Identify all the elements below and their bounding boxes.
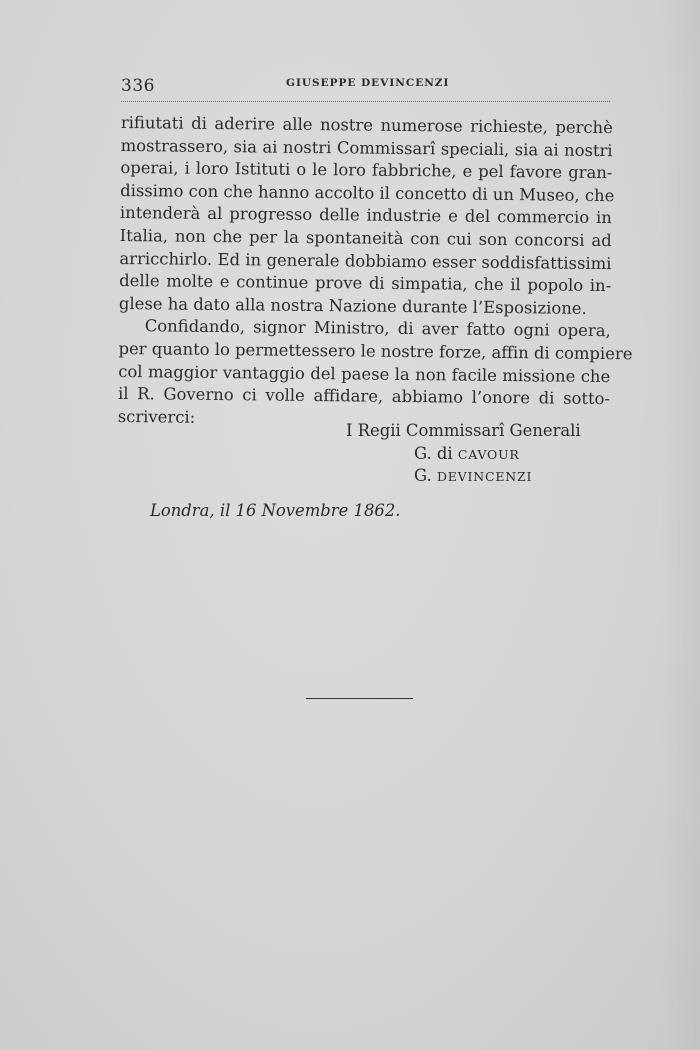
text-line: mostrassero, sia ai nostri Commissarî speciali, sia ai nostri [120,135,613,160]
signer2-prefix: G. [414,466,437,485]
text-line: dissimo con che hanno accolto il concetto di un Museo, che [120,180,615,205]
signature-cavour [414,443,520,467]
text-line: scriverci: [117,406,196,427]
body-text [117,112,633,433]
running-head: GIUSEPPE DEVINCENZI [286,77,450,89]
place-date: Londra, il 16 Novembre 1862. [150,501,401,520]
text-line: rifiutati di aderire alle nostre numerose richieste, perchè [120,112,613,138]
signer1-prefix: G. di [414,444,458,463]
text-line: Italia, non che per la spontaneità con cui son concorsi ad [119,225,612,251]
text-line: per quanto lo permettessero le nostre forze, affin di compiere [118,338,633,364]
text-line: Confidando, signor Ministro, di aver fatto ogni opera, [144,316,611,341]
signer2-name: DEVINCENZI [436,469,533,484]
end-rule [306,698,413,699]
text-line: il R. Governo ci volle affidare, abbiamo l’onore di sotto- [117,384,611,409]
text-line: col maggior vantaggio del paese la non facile missione che [118,361,611,386]
text-line: operai, i loro Istituti o le loro fabbriche, e pel favore gran- [120,158,613,183]
page-edge-shadow [660,0,700,1050]
signer1-name: CAVOUR [457,447,520,462]
signature-title: I Regii Commissarî Generali [346,421,581,440]
text-line: glese ha dato alla nostra Nazione durante l’Esposizione. [118,293,587,318]
text-line: delle molte e continue prove di simpatia, che il popolo in- [119,271,612,296]
text-line: intenderà al progresso delle industrie e del commercio in [119,203,613,228]
page-number: 336 [121,76,155,96]
header-dotted-rule [121,101,610,102]
signature-devincenzi [414,465,532,489]
text-line: arricchirlo. Ed in generale dobbiamo esser soddisfattissimi [119,248,612,273]
